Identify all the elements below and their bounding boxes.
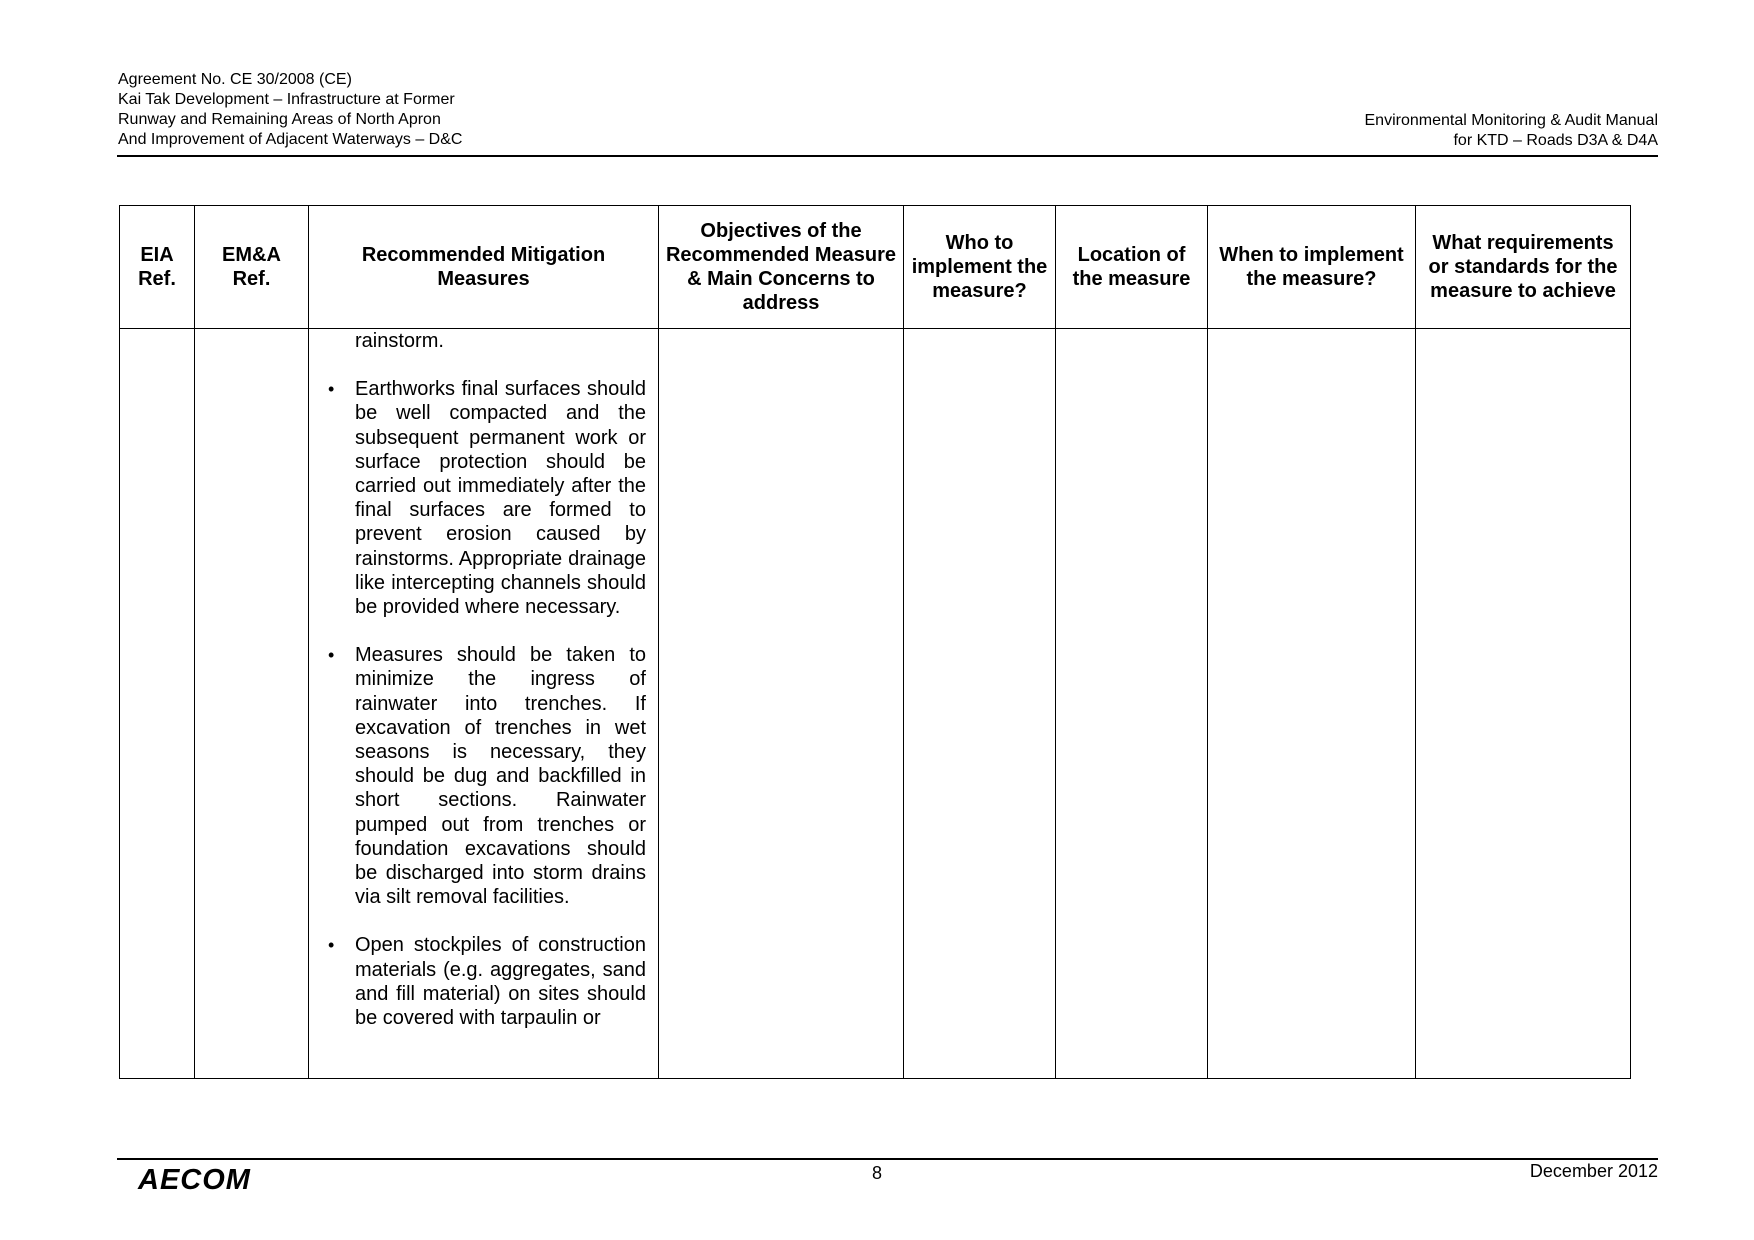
bullet-icon: •	[328, 379, 335, 400]
col-header-location: Location of the measure	[1056, 206, 1208, 329]
col-header-mitigation-measures: Recommended Mitigation Measures	[309, 206, 659, 329]
col-header-eia-ref: EIA Ref.	[120, 206, 195, 329]
col-header-requirements: What requirements or standards for the measure to achieve	[1416, 206, 1631, 329]
cell-ema-ref	[195, 329, 309, 1079]
header-left-block	[118, 70, 462, 150]
aecom-logo: AECOM	[138, 1164, 251, 1196]
header-left-line: And Improvement of Adjacent Waterways – D&C	[118, 131, 463, 148]
list-item	[321, 933, 646, 1030]
bullet-icon: •	[328, 935, 335, 956]
col-header-ema-ref: EM&A Ref.	[195, 206, 309, 329]
header-left-line: Runway and Remaining Areas of North Apron	[118, 111, 441, 128]
header-right-line: Environmental Monitoring & Audit Manual	[1364, 112, 1658, 129]
list-item	[321, 377, 646, 619]
col-header-who: Who to implement the measure?	[904, 206, 1056, 329]
bullet-text: Earthworks final surfaces should be well compacted and the subsequent permanent work or surface protection should be carried out immediately after the final surfaces are formed to prevent erosion caused by rainstorms. Appropriate drainage like intercepting channels should be provided where necessary.	[355, 378, 646, 619]
header-right-block	[1365, 111, 1659, 151]
bullet-text: Measures should be taken to minimize the ingress of rainwater into trenches. If excavation of trenches in wet seasons is necessary, they should be dug and backfilled in short sections. Rainwater pumped out from trenches or foundation excavations should be discharged into storm drains via silt removal facilities.	[355, 644, 646, 909]
cell-eia-ref	[120, 329, 195, 1079]
header-left-line: Kai Tak Development – Infrastructure at Former	[118, 91, 455, 108]
list-item	[321, 643, 646, 909]
footer-divider	[117, 1158, 1658, 1160]
table-row	[120, 329, 1631, 1079]
header-right-line: for KTD – Roads D3A & D4A	[1453, 132, 1658, 149]
cell-requirements	[1416, 329, 1631, 1079]
col-header-objectives: Objectives of the Recommended Measure & Main Concerns to address	[659, 206, 904, 329]
mitigation-measures-table	[119, 205, 1631, 1079]
cell-location	[1056, 329, 1208, 1079]
continued-text: rainstorm.	[355, 330, 444, 352]
table-header-row	[120, 206, 1631, 329]
cell-when	[1208, 329, 1416, 1079]
header-divider	[117, 155, 1658, 157]
page-number: 8	[871, 1163, 882, 1183]
header-left-line: Agreement No. CE 30/2008 (CE)	[118, 71, 352, 88]
cell-who	[904, 329, 1056, 1079]
footer-date: December 2012	[1529, 1161, 1658, 1181]
bullet-text: Open stockpiles of construction materials (e.g. aggregates, sand and fill material) on sites should be covered with tarpaulin or	[355, 934, 646, 1030]
col-header-when: When to implement the measure?	[1208, 206, 1416, 329]
cell-mitigation-measures	[309, 329, 659, 1079]
bullet-icon: •	[328, 645, 335, 666]
cell-objectives	[659, 329, 904, 1079]
